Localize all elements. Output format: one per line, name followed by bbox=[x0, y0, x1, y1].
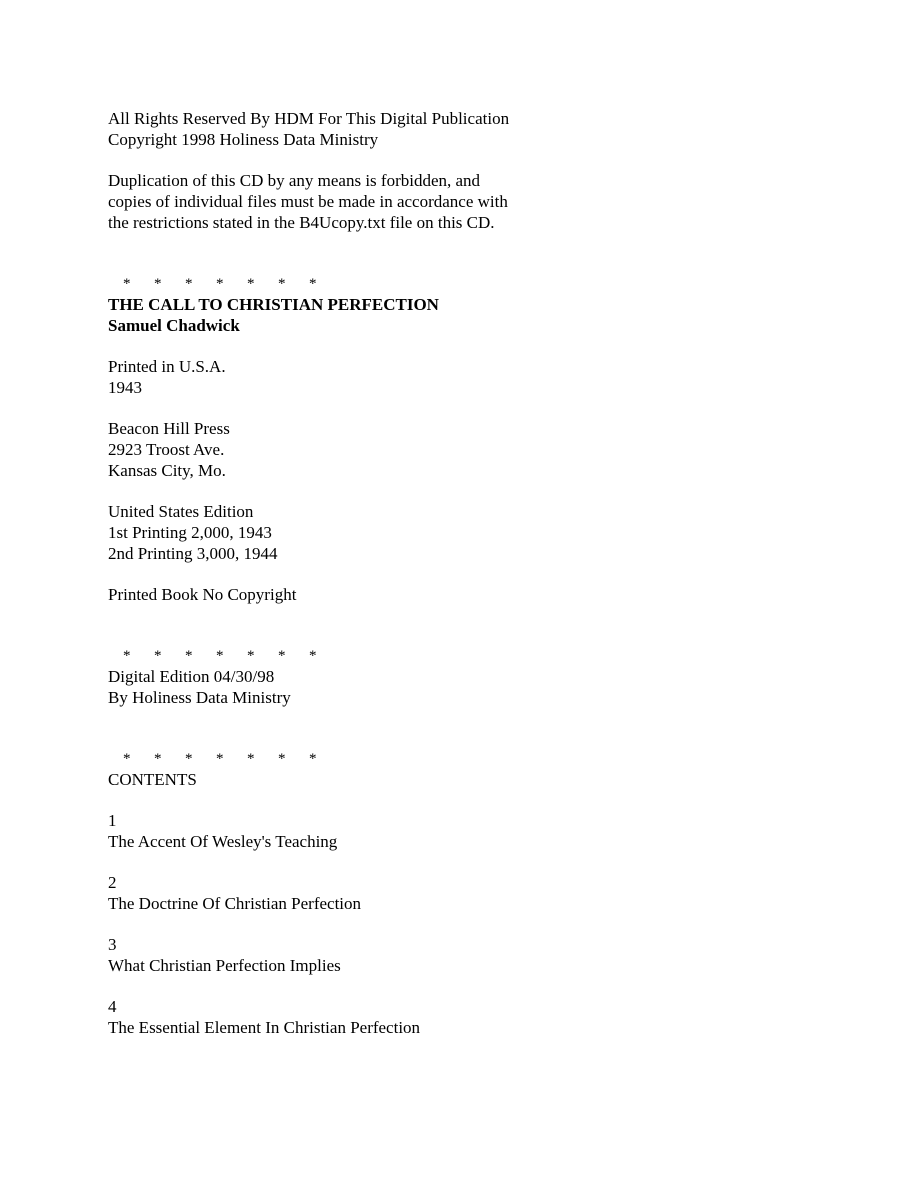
separator-stars-2 bbox=[108, 625, 808, 664]
duplication-line-1: Duplication of this CD by any means is forbidden, and bbox=[108, 171, 481, 190]
spacer bbox=[108, 564, 808, 584]
book-title: THE CALL TO CHRISTIAN PERFECTION bbox=[108, 295, 439, 314]
star-mark: * bbox=[216, 648, 224, 664]
printed-year: 1943 bbox=[108, 378, 142, 397]
book-author: Samuel Chadwick bbox=[108, 316, 240, 335]
spacer bbox=[108, 398, 808, 418]
star-mark: * bbox=[185, 276, 193, 292]
edition-printing-1: 1st Printing 2,000, 1943 bbox=[108, 523, 272, 542]
spacer bbox=[108, 914, 808, 934]
star-mark: * bbox=[154, 648, 162, 664]
spacer bbox=[108, 852, 808, 872]
digital-edition: Digital Edition 04/30/98 bbox=[108, 667, 275, 686]
spacer bbox=[108, 790, 808, 810]
contents-heading: CONTENTS bbox=[108, 770, 197, 789]
rights-line: All Rights Reserved By HDM For This Digital Publication bbox=[108, 109, 510, 128]
star-mark: * bbox=[278, 648, 286, 664]
star-mark: * bbox=[278, 751, 286, 767]
copyright-note: Printed Book No Copyright bbox=[108, 585, 297, 604]
star-mark: * bbox=[309, 276, 317, 292]
chapter-number: 1 bbox=[108, 811, 117, 830]
spacer bbox=[108, 336, 808, 356]
star-mark: * bbox=[154, 276, 162, 292]
star-mark: * bbox=[216, 276, 224, 292]
chapter-number: 4 bbox=[108, 997, 117, 1016]
copyright-line: Copyright 1998 Holiness Data Ministry bbox=[108, 130, 379, 149]
chapter-title: The Doctrine Of Christian Perfection bbox=[108, 894, 362, 913]
publisher-name: Beacon Hill Press bbox=[108, 419, 230, 438]
star-mark: * bbox=[247, 648, 255, 664]
star-mark: * bbox=[185, 751, 193, 767]
spacer bbox=[108, 481, 808, 501]
separator-stars-1 bbox=[108, 253, 808, 292]
spacer bbox=[108, 150, 808, 170]
spacer bbox=[108, 233, 808, 253]
spacer bbox=[108, 708, 808, 728]
star-mark: * bbox=[154, 751, 162, 767]
star-mark: * bbox=[278, 276, 286, 292]
document-page bbox=[108, 108, 808, 1038]
chapter-title: The Essential Element In Christian Perfection bbox=[108, 1018, 421, 1037]
star-mark: * bbox=[123, 751, 131, 767]
printed-in: Printed in U.S.A. bbox=[108, 357, 226, 376]
edition-printing-2: 2nd Printing 3,000, 1944 bbox=[108, 544, 278, 563]
duplication-line-2: copies of individual files must be made in accordance with bbox=[108, 192, 508, 211]
star-mark: * bbox=[185, 648, 193, 664]
chapter-title: What Christian Perfection Implies bbox=[108, 956, 341, 975]
spacer bbox=[108, 605, 808, 625]
chapter-title: The Accent Of Wesley's Teaching bbox=[108, 832, 338, 851]
star-mark: * bbox=[309, 751, 317, 767]
star-mark: * bbox=[123, 276, 131, 292]
star-mark: * bbox=[247, 751, 255, 767]
star-mark: * bbox=[309, 648, 317, 664]
star-mark: * bbox=[247, 276, 255, 292]
edition-name: United States Edition bbox=[108, 502, 254, 521]
star-mark: * bbox=[123, 648, 131, 664]
spacer bbox=[108, 976, 808, 996]
chapter-number: 2 bbox=[108, 873, 117, 892]
duplication-line-3: the restrictions stated in the B4Ucopy.txt file on this CD. bbox=[108, 213, 495, 232]
chapter-number: 3 bbox=[108, 935, 117, 954]
star-mark: * bbox=[216, 751, 224, 767]
publisher-address: 2923 Troost Ave. bbox=[108, 440, 225, 459]
separator-stars-3 bbox=[108, 728, 808, 767]
digital-by: By Holiness Data Ministry bbox=[108, 688, 291, 707]
publisher-city: Kansas City, Mo. bbox=[108, 461, 226, 480]
